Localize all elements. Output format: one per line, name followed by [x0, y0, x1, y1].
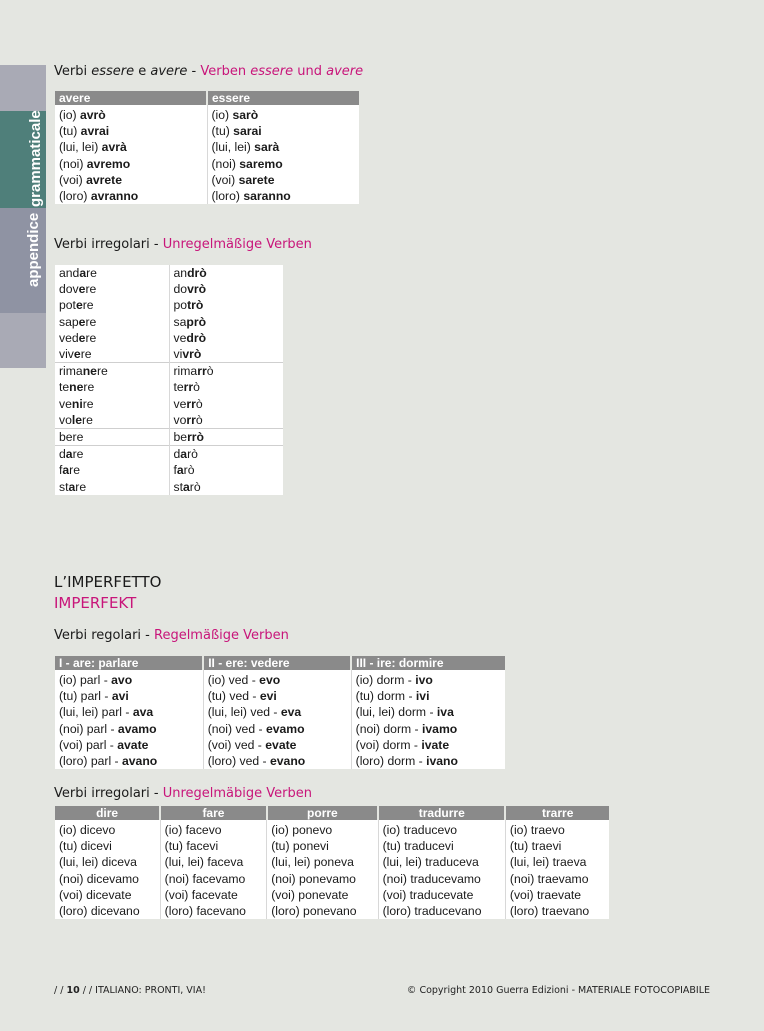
verb-form: ivamo [422, 721, 458, 736]
verb-form: avo [111, 673, 133, 687]
highlight-text: vrò [182, 347, 202, 362]
table-cell [55, 688, 203, 704]
verb-form: iva [436, 705, 454, 720]
future-cell [169, 396, 283, 412]
table-row [55, 838, 609, 854]
table-cell [351, 721, 505, 737]
infinitive-cell [55, 281, 169, 297]
stem-text: st [173, 479, 183, 494]
table-row [55, 139, 359, 155]
pronoun-text: (io) parl - [59, 673, 112, 687]
highlight-text: e [78, 330, 86, 345]
table-cell: (tu) traevi [509, 839, 562, 854]
infinitive-cell [55, 446, 169, 463]
stem-text: vo [173, 412, 187, 427]
pronoun-text: (io) ved - [207, 673, 260, 687]
table-cell: (loro) ponevano [267, 903, 378, 919]
stem-text: po [173, 298, 188, 313]
heading-imperfetto: L’IMPERFETTO [54, 573, 162, 591]
stem-text: rima [59, 364, 83, 379]
table-cell [351, 688, 505, 704]
highlight-text: rr [197, 364, 207, 379]
table-row [55, 479, 283, 495]
table-row [55, 412, 283, 429]
section-title-irregolari-futuro: Verbi irregolari - Unregelmäßige Verben [54, 237, 312, 252]
table-cell: (noi) dicevamo [55, 871, 160, 887]
future-cell [169, 265, 283, 281]
table-row [55, 820, 609, 838]
table-header-row [55, 656, 505, 670]
table-cell [203, 688, 351, 704]
table-cell: (lui, lei) traeva [509, 855, 587, 870]
table-header-row [55, 806, 609, 820]
table-cell: (voi) dicevate [55, 887, 160, 903]
table-row [55, 265, 283, 281]
ending-text: re [80, 347, 92, 362]
verb-form: sarai [233, 124, 262, 139]
ending-text: re [86, 266, 97, 280]
verb-form: sarete [238, 172, 275, 187]
table-cell [203, 737, 351, 753]
pronoun-text: (noi) parl - [59, 721, 118, 736]
stem-text: bere [59, 430, 84, 445]
infinitive-cell [55, 396, 169, 412]
highlight-text: vrò [187, 282, 207, 297]
table-cell: (lui, lei) traduceva [378, 854, 505, 870]
future-cell [169, 281, 283, 297]
verb-form: avremo [86, 156, 131, 171]
column-header: porre [267, 806, 378, 820]
future-cell [169, 363, 283, 380]
verb-form: avrà [101, 140, 127, 155]
table-cell: (noi) ponevamo [267, 871, 378, 887]
future-cell [169, 330, 283, 346]
verb-form: saremo [239, 156, 283, 171]
ending-text: rò [189, 479, 201, 494]
stem-text: f [173, 463, 177, 478]
table-cell [207, 172, 359, 188]
stem-text: dov [59, 282, 79, 297]
table-cell: (noi) traevamo [509, 871, 589, 886]
table-row [55, 281, 283, 297]
column-header: III - ire: dormire [351, 656, 505, 670]
pronoun-text: (tu) parl - [59, 689, 112, 704]
table-cell [55, 156, 207, 172]
table-cell: (loro) facevano [160, 903, 267, 919]
verb-form: ivano [426, 754, 458, 769]
pronoun-text: (noi) ved - [207, 721, 266, 736]
verb-form: ava [132, 705, 154, 720]
table-cell: (lui, lei) poneva [267, 854, 378, 870]
verb-form: evano [270, 754, 306, 769]
table-row [55, 188, 359, 204]
stem-text: do [173, 282, 188, 297]
verb-form: avrai [80, 124, 110, 139]
table-row [55, 854, 609, 870]
table-row [55, 721, 505, 737]
highlight-text: drò [187, 266, 207, 280]
highlight-text: e [75, 298, 83, 313]
pronoun-text: (io) dorm - [355, 673, 416, 687]
table-cell: (io) traevo [509, 823, 565, 837]
table-cell: (tu) facevi [160, 838, 267, 854]
stem-text: te [59, 380, 70, 395]
table-cell [207, 123, 359, 139]
highlight-text: rr [186, 396, 196, 411]
pronoun-text: (lui, lei) dorm - [355, 705, 437, 720]
table-cell: (io) facevo [160, 820, 267, 838]
section-title-irregolari-imperfetto: Verbi irregolari - Unregelmäbige Verben [54, 786, 312, 801]
pronoun-text: (tu) dorm - [355, 689, 416, 704]
pronoun-text: (noi) [211, 156, 240, 171]
ending-text: re [83, 380, 95, 395]
table-cell: (voi) traevate [509, 887, 582, 902]
highlight-text: a [62, 463, 70, 478]
pronoun-text: (loro) ved - [207, 754, 270, 769]
table-cell: (io) traducevo [378, 820, 505, 838]
column-header: dire [55, 806, 160, 820]
table-row [55, 887, 609, 903]
table-row [55, 314, 283, 330]
table-cell: (noi) facevamo [160, 871, 267, 887]
table-row [55, 123, 359, 139]
stem-text: sa [173, 314, 187, 329]
highlight-text: a [79, 266, 87, 280]
infinitive-cell [55, 346, 169, 363]
future-cell [169, 346, 283, 363]
infinitive-cell [55, 429, 169, 446]
infinitive-cell [55, 330, 169, 346]
ending-text: rò [183, 463, 195, 478]
verb-form: ivo [415, 673, 433, 687]
table-cell [55, 188, 207, 204]
table-cell [55, 670, 203, 688]
table-cell [351, 670, 505, 688]
ending-text: re [85, 314, 97, 329]
stem-text: and [59, 266, 80, 280]
stem-text: te [173, 380, 184, 395]
infinitive-cell [55, 479, 169, 495]
column-header: avere [55, 91, 207, 105]
table-cell: (noi) traducevamo [378, 871, 505, 887]
column-header: II - ere: vedere [203, 656, 351, 670]
table-row [55, 753, 505, 769]
table-cell: (loro) traducevano [378, 903, 505, 919]
table-cell [55, 139, 207, 155]
pronoun-text: (loro) [211, 189, 244, 204]
pronoun-text: (loro) [59, 189, 91, 204]
highlight-text: prò [186, 314, 207, 329]
table-cell [203, 670, 351, 688]
verb-form: avate [117, 737, 149, 752]
table-cell [55, 753, 203, 769]
future-cell [169, 314, 283, 330]
pronoun-text: (tu) [59, 124, 81, 139]
highlight-text: rr [186, 412, 196, 427]
verb-form: sarà [254, 140, 280, 155]
future-cell [169, 462, 283, 478]
table-row [55, 670, 505, 688]
table-cell [55, 172, 207, 188]
side-tab-label-grammaticale: grammaticale [27, 110, 44, 207]
table-cell [55, 721, 203, 737]
side-tab-bottom-block [0, 313, 46, 368]
highlight-text: a [176, 463, 184, 478]
highlight-text: ne [69, 380, 84, 395]
verb-form: evate [265, 737, 297, 752]
stem-text: st [59, 479, 69, 494]
verb-form: avano [121, 754, 158, 769]
verb-form: ivate [421, 737, 450, 752]
table-cell [351, 737, 505, 753]
table-cell: (lui, lei) faceva [160, 854, 267, 870]
table-cell: (lui, lei) diceva [55, 854, 160, 870]
infinitive-cell [55, 379, 169, 395]
stem-text: rima [173, 364, 198, 379]
table-cell: (io) ponevo [267, 820, 378, 838]
table-cell: (tu) traducevi [378, 838, 505, 854]
table-row [55, 704, 505, 720]
column-header: tradurre [378, 806, 505, 820]
stem-text: an [173, 266, 188, 280]
stem-text: f [59, 463, 63, 478]
side-tab-top-block [0, 65, 46, 111]
table-cell [207, 188, 359, 204]
infinitive-cell [55, 363, 169, 380]
table-row [55, 172, 359, 188]
ending-text: ò [193, 380, 200, 395]
table-cell [207, 139, 359, 155]
table-cell [203, 721, 351, 737]
stem-text: vi [173, 347, 183, 362]
highlight-text: e [73, 347, 81, 362]
table-row [55, 297, 283, 313]
table-cell [203, 704, 351, 720]
table-row [55, 379, 283, 395]
infinitive-cell [55, 314, 169, 330]
future-cell [169, 379, 283, 395]
table-cell: (loro) traevano [509, 904, 590, 919]
verb-form: avrò [80, 108, 106, 122]
table-irregolari-imperfetto [55, 806, 609, 919]
pronoun-text: (tu) [211, 124, 234, 139]
pronoun-text: (lui, lei) ved - [207, 705, 281, 720]
column-header: fare [160, 806, 267, 820]
verb-form: avamo [117, 721, 157, 736]
pronoun-text: (lui, lei) [211, 140, 255, 155]
stem-text: vo [59, 412, 72, 427]
table-cell [351, 704, 505, 720]
verb-form: sarò [232, 108, 259, 122]
table-row [55, 363, 283, 380]
highlight-text: rr [183, 380, 194, 395]
table-cell [351, 753, 505, 769]
table-cell: (tu) ponevi [267, 838, 378, 854]
stem-text: sap [59, 314, 79, 329]
verb-form: ivi [415, 689, 430, 704]
table-cell: (loro) dicevano [55, 903, 160, 919]
section-title-essere-avere: Verbi essere e avere - Verben essere und avere [54, 64, 364, 79]
ending-text: ò [195, 396, 203, 411]
stem-text: ve [173, 330, 187, 345]
table-cell [207, 105, 359, 123]
table-cell [207, 156, 359, 172]
pronoun-text: (loro) parl - [59, 754, 122, 769]
highlight-text: a [180, 447, 188, 462]
page-number: 10 [66, 985, 80, 996]
infinitive-cell [55, 462, 169, 478]
table-row [55, 903, 609, 919]
table-row [55, 105, 359, 123]
ending-text: rò [187, 447, 198, 462]
table-cell: (voi) ponevate [267, 887, 378, 903]
table-cell [203, 753, 351, 769]
stem-text: be [173, 430, 188, 445]
pronoun-text: (voi) [59, 172, 87, 187]
footer-left: / / 10 / / ITALIANO: PRONTI, VIA! [54, 985, 206, 996]
highlight-text: a [68, 479, 76, 494]
table-cell: (voi) traducevate [378, 887, 505, 903]
future-cell [169, 479, 283, 495]
ending-text: ò [195, 412, 203, 427]
verb-form: evamo [265, 721, 305, 736]
pronoun-text: (voi) dorm - [355, 737, 422, 752]
pronoun-text: (noi) [59, 156, 87, 171]
highlight-text: drò [186, 330, 207, 345]
table-row [55, 871, 609, 887]
verb-form: avi [111, 689, 129, 704]
table-row [55, 737, 505, 753]
ending-text: re [69, 463, 81, 478]
stem-text: viv [59, 347, 74, 362]
highlight-text: e [78, 282, 86, 297]
pronoun-text: (io) [211, 108, 233, 122]
table-row [55, 396, 283, 412]
pronoun-text: (voi) ved - [207, 737, 266, 752]
pronoun-text: (tu) ved - [207, 689, 260, 704]
verb-form: eva [280, 705, 302, 720]
table-row [55, 330, 283, 346]
future-cell [169, 446, 283, 463]
table-header-row [55, 91, 359, 105]
ending-text: re [85, 282, 97, 297]
table-row [55, 462, 283, 478]
highlight-text: trò [187, 298, 204, 313]
future-cell [169, 412, 283, 429]
pronoun-text: (noi) dorm - [355, 721, 423, 736]
verb-form: evi [259, 689, 277, 704]
footer-copyright: © Copyright 2010 Guerra Edizioni - MATERIALE FOTOCOPIABILE [406, 985, 710, 996]
highlight-text: ne [82, 364, 97, 379]
table-essere-avere [55, 91, 359, 204]
section-title-regolari: Verbi regolari - Regelmäßige Verben [54, 628, 289, 643]
infinitive-cell [55, 297, 169, 313]
table-cell [55, 105, 207, 123]
stem-text: ved [59, 330, 79, 345]
column-header: I - are: parlare [55, 656, 203, 670]
ending-text: re [96, 364, 108, 379]
table-row [55, 429, 283, 446]
table-regolari-imperfetto [55, 656, 505, 769]
table-cell: (tu) dicevi [55, 838, 160, 854]
highlight-text: ni [71, 396, 83, 411]
ending-text: re [82, 396, 94, 411]
stem-text: d [173, 447, 181, 462]
pronoun-text: (loro) dorm - [355, 754, 427, 769]
pronoun-text: (voi) parl - [59, 737, 118, 752]
future-cell [169, 429, 283, 446]
highlight-text: e [78, 314, 86, 329]
verb-form: avrete [86, 172, 123, 187]
verb-form: evo [259, 673, 281, 687]
pronoun-text: (io) [59, 108, 80, 122]
ending-text: re [72, 447, 84, 462]
ending-text: re [82, 412, 93, 427]
ending-text: re [82, 298, 94, 313]
column-header: trarre [505, 806, 609, 820]
table-row [55, 156, 359, 172]
ending-text: re [75, 479, 87, 494]
stem-text: ve [59, 396, 72, 411]
stem-text: pot [59, 298, 76, 313]
highlight-text: rrò [187, 430, 204, 445]
table-row [55, 688, 505, 704]
highlight-text: le [71, 412, 83, 427]
table-cell [55, 737, 203, 753]
highlight-text: a [65, 447, 73, 462]
pronoun-text: (lui, lei) parl - [59, 705, 133, 720]
table-cell [55, 704, 203, 720]
infinitive-cell [55, 412, 169, 429]
column-header: essere [207, 91, 359, 105]
pronoun-text: (voi) [211, 172, 239, 187]
pronoun-text: (lui, lei) [59, 140, 102, 155]
stem-text: d [59, 447, 66, 462]
table-row [55, 446, 283, 463]
side-tab-label-appendice: appendice [25, 212, 42, 287]
stem-text: ve [173, 396, 187, 411]
future-cell [169, 297, 283, 313]
heading-imperfekt: IMPERFEKT [54, 594, 137, 612]
infinitive-cell [55, 265, 169, 281]
verb-form: avranno [90, 189, 139, 204]
table-irregolari-futuro [55, 265, 283, 495]
ending-text: ò [206, 364, 214, 379]
highlight-text: a [182, 479, 190, 494]
table-row [55, 346, 283, 363]
table-cell: (voi) facevate [160, 887, 267, 903]
table-cell [55, 123, 207, 139]
ending-text: re [85, 330, 97, 345]
verb-form: saranno [243, 189, 291, 204]
table-cell: (io) dicevo [55, 820, 160, 838]
